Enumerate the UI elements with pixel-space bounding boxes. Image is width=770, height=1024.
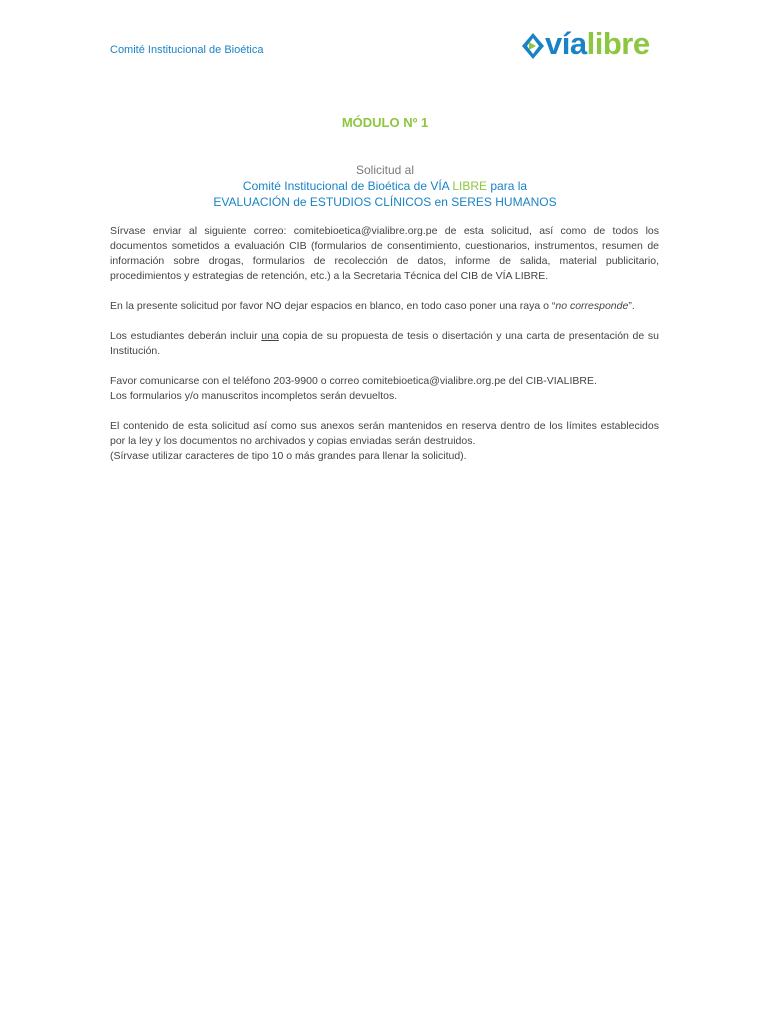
p2-italic: no corresponde <box>555 300 629 312</box>
p5-main: El contenido de esta solicitud así como sus anexos serán mantenidos en reserva dentro de los límites establecidos por la ley y los documentos no archivados y copias enviadas serán destruidos. <box>110 420 659 447</box>
arrow-diamond-icon <box>521 32 545 60</box>
p3-underline: una <box>261 330 279 342</box>
p2-end: ”. <box>628 300 635 312</box>
paragraph-students <box>110 329 659 359</box>
paragraph-confidentiality <box>110 419 659 464</box>
intro-line-2-part2: para la <box>487 179 528 193</box>
intro-line-2 <box>0 178 770 194</box>
header-org-name: Comité Institucional de Bioética <box>110 44 264 56</box>
intro-libre: LIBRE <box>452 179 488 193</box>
paragraph-send-email: Sírvase enviar al siguiente correo: comitebioetica@vialibre.org.pe de esta solicitud, así como de todos los documentos sometidos a evaluación CIB (formularios de consentimiento, cuestionarios, instrumentos, resumen de información sobre drogas, formularios de recolección de datos, informe de salida, material publicitario, procedimientos y estrategias de retención, etc.) a la Secretaria Técnica del CIB de VÍA LIBRE. <box>110 225 659 282</box>
module-title: MÓDULO Nº 1 <box>341 115 429 130</box>
p2-text: En la presente solicitud por favor NO dejar espacios en blanco, en todo caso poner una raya o “ <box>110 300 556 312</box>
intro-line-3: EVALUACIÓN de ESTUDIOS CLÍNICOS en SERES HUMANOS <box>213 195 557 209</box>
paragraph-no-blanks <box>110 299 659 314</box>
intro-line-2-part1: Comité Institucional de Bioética de VÍA <box>242 179 453 193</box>
logo-libre-text: libre <box>586 26 650 61</box>
vialibre-logo <box>521 26 681 64</box>
request-intro <box>0 162 770 210</box>
intro-line-1: Solicitud al <box>355 163 415 177</box>
p3-after: copia de su propuesta de tesis o disertación y una carta de presentación de su Institución. <box>110 330 659 357</box>
logo-wordmark <box>545 26 650 62</box>
p3-before: Los estudiantes deberán incluir <box>110 330 262 342</box>
instructions-body <box>110 224 659 479</box>
logo-via-text: vía <box>545 26 587 61</box>
p5-note: (Sírvase utilizar caracteres de tipo 10 o más grandes para llenar la solicitud). <box>110 450 467 462</box>
paragraph-contact <box>110 374 659 404</box>
p4-line-1: Favor comunicarse con el teléfono 203-9900 o correo comitebioetica@vialibre.org.pe del CIB-VIALIBRE. <box>110 375 597 387</box>
p4-line-2: Los formularios y/o manuscritos incompletos serán devueltos. <box>110 390 398 402</box>
